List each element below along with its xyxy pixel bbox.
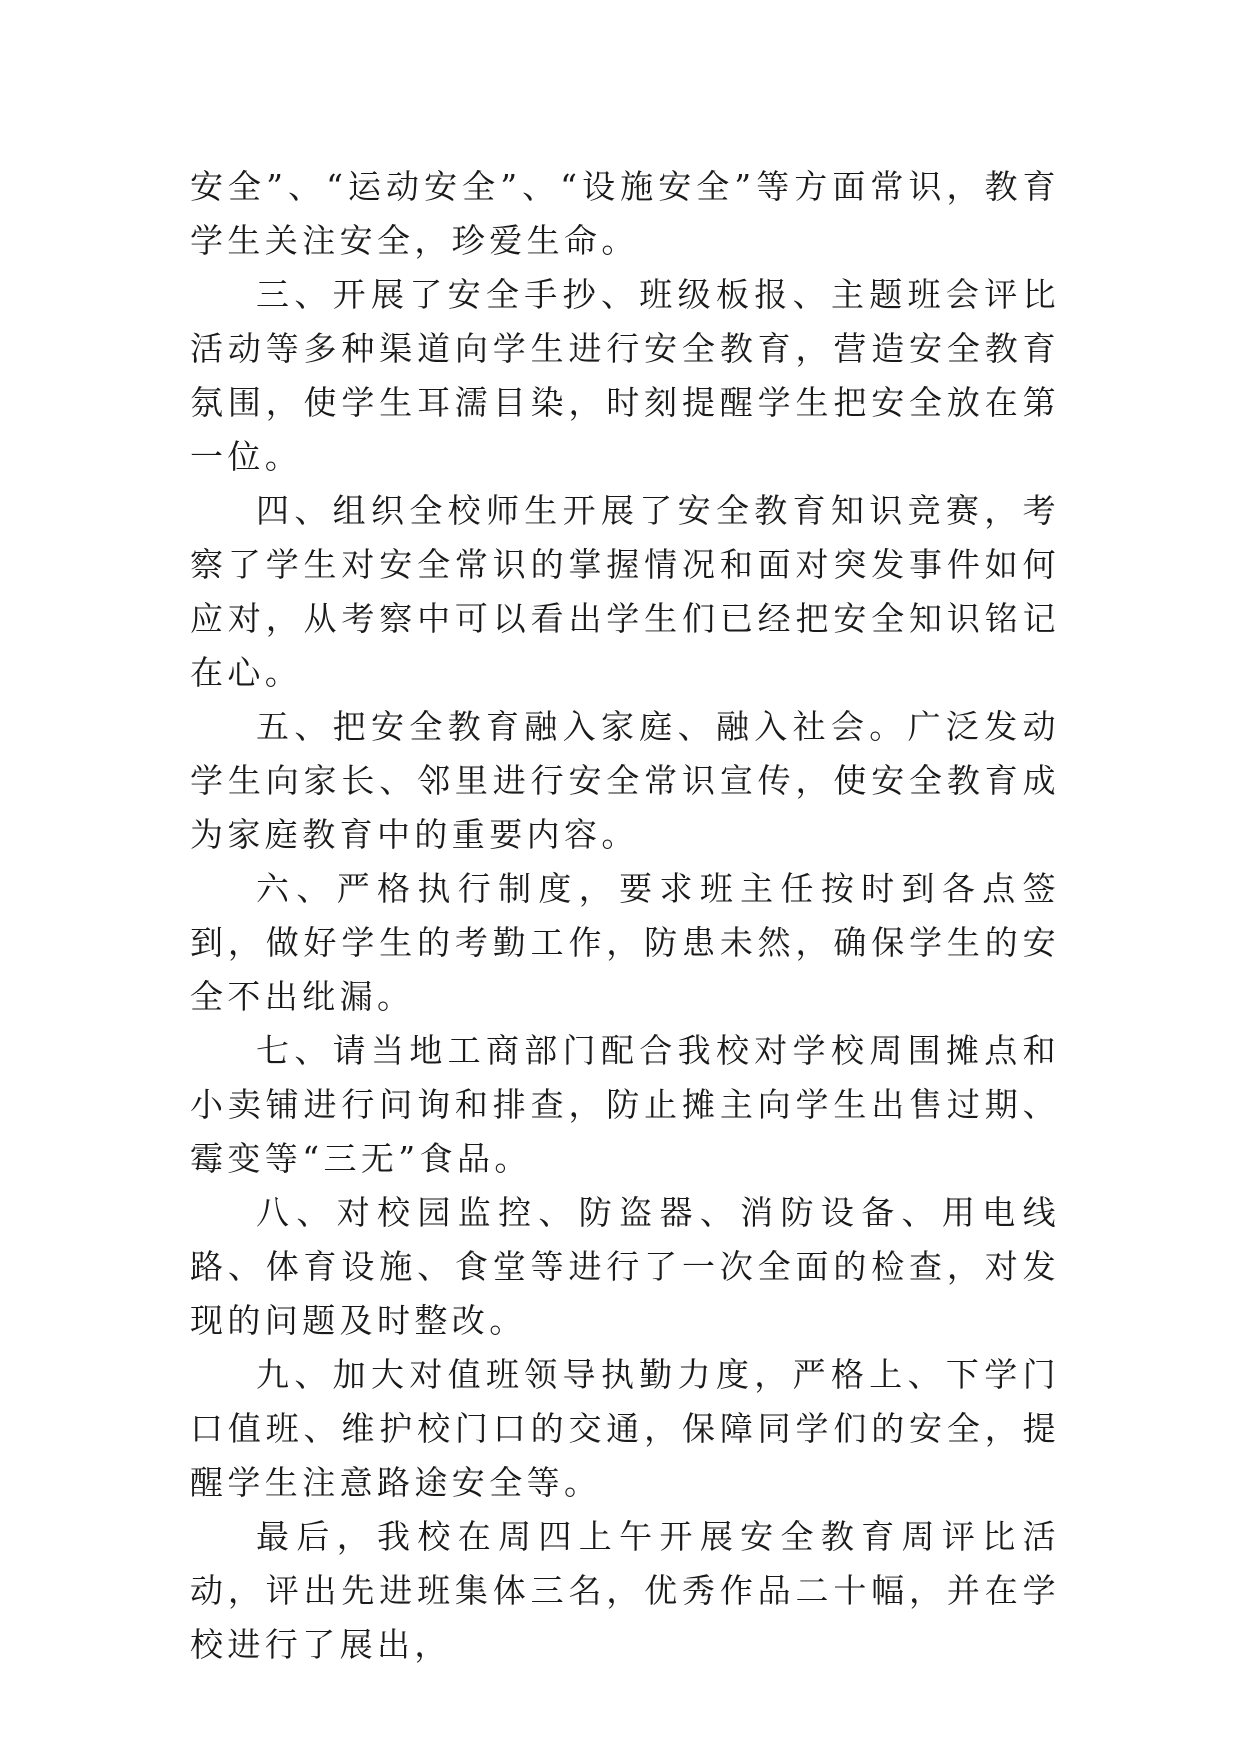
paragraph-conclusion: 最后，我校在周四上午开展安全教育周评比活动，评出先进班集体三名，优秀作品二十幅，并在学校进行了展出， bbox=[190, 1517, 1060, 1664]
paragraph-item-9: 九、加大对值班领导执勤力度，严格上、下学门口值班、维护校门口的交通，保障同学们的安全，提醒学生注意路途安全等。 bbox=[190, 1355, 1060, 1502]
paragraph-item-3: 三、开展了安全手抄、班级板报、主题班会评比活动等多种渠道向学生进行安全教育，营造安全教育氛围，使学生耳濡目染，时刻提醒学生把安全放在第一位。 bbox=[190, 275, 1060, 476]
paragraph-item-5: 五、把安全教育融入家庭、融入社会。广泛发动学生向家长、邻里进行安全常识宣传，使安全教育成为家庭教育中的重要内容。 bbox=[190, 707, 1060, 854]
paragraph-item-8: 八、对校园监控、防盗器、消防设备、用电线路、体育设施、食堂等进行了一次全面的检查，对发现的问题及时整改。 bbox=[190, 1193, 1060, 1340]
paragraph-item-6: 六、严格执行制度，要求班主任按时到各点签到，做好学生的考勤工作，防患未然，确保学生的安全不出纰漏。 bbox=[190, 869, 1060, 1016]
paragraph-item-4: 四、组织全校师生开展了安全教育知识竞赛，考察了学生对安全常识的掌握情况和面对突发事件如何应对，从考察中可以看出学生们已经把安全知识铭记在心。 bbox=[190, 491, 1060, 692]
paragraph-safety-knowledge: 安全”、“运动安全”、“设施安全”等方面常识，教育学生关注安全，珍爱生命。 bbox=[190, 167, 1060, 260]
document-body bbox=[190, 160, 1060, 1672]
paragraph-item-7: 七、请当地工商部门配合我校对学校周围摊点和小卖铺进行问询和排查，防止摊主向学生出售过期、霉变等“三无”食品。 bbox=[190, 1031, 1060, 1178]
